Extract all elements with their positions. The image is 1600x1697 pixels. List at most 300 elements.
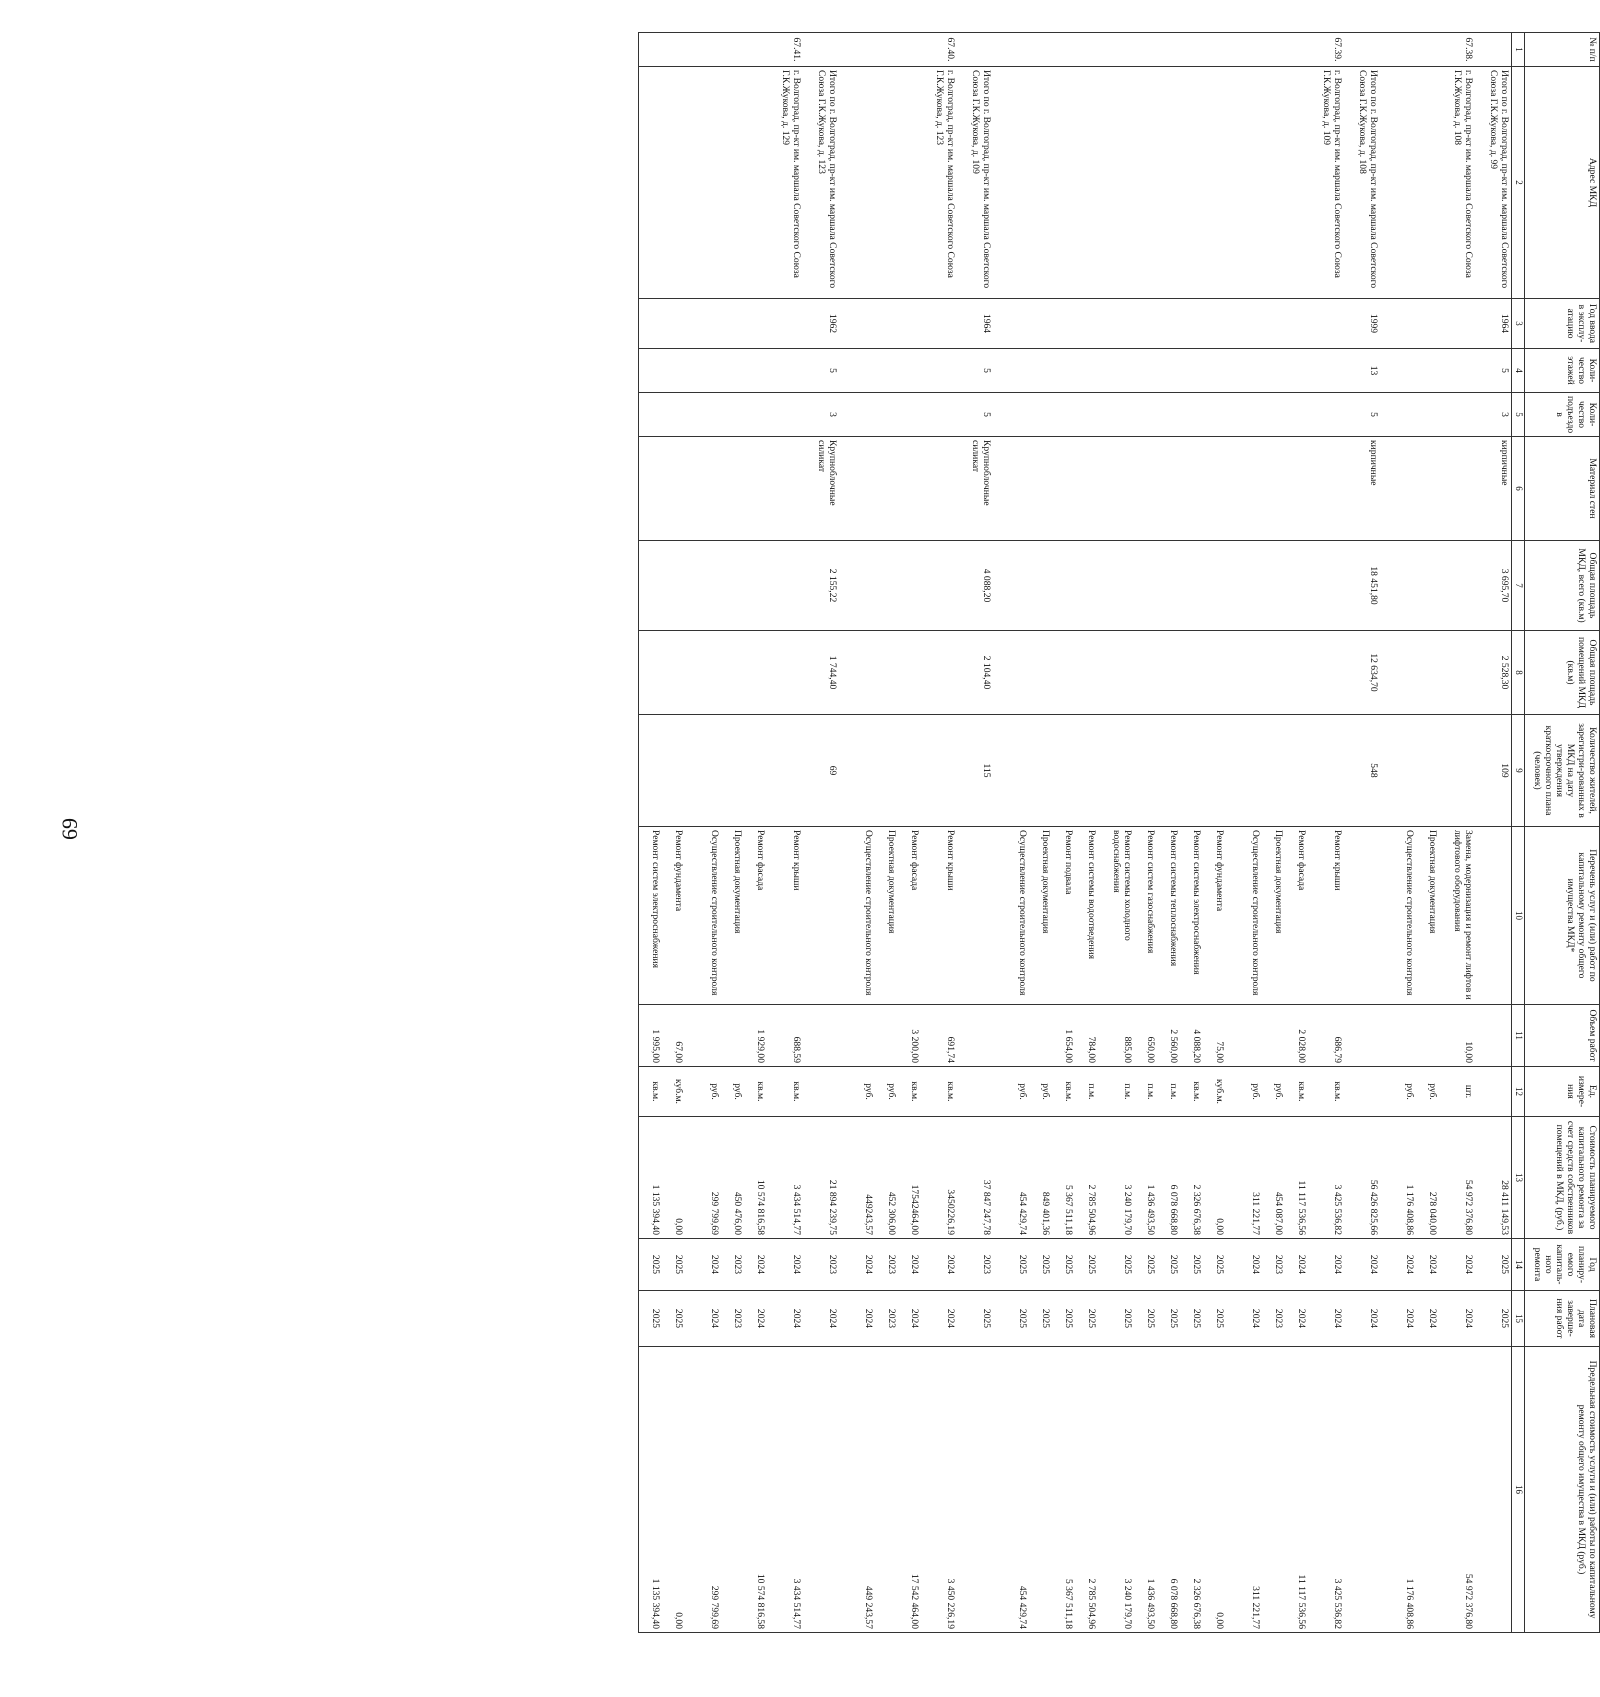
table-cell-col-11 [1380,1005,1416,1067]
table-body [639,33,1512,1633]
table-cell-col-1 [839,33,875,67]
table-cell-col-15: 2025 [1180,1291,1203,1347]
table-cell-col-8: 2 104,40 [957,631,993,715]
table-cell-col-3 [639,299,663,349]
table-cell-col-16: 0,00 [662,1347,685,1633]
table-row [1029,33,1052,1633]
table-cell-col-2 [639,67,663,299]
table-cell-col-12: кв.м. [767,1067,803,1117]
table-cell-col-4: 5 [957,349,993,393]
table-cell-col-7 [1285,541,1308,631]
table-cell-col-8 [1439,631,1475,715]
table-cell-col-15: 2025 [662,1291,685,1347]
table-cell-col-4 [1180,349,1203,393]
table-cell-col-7 [898,541,921,631]
table-cell-col-7 [875,541,898,631]
table-cell-col-4 [898,349,921,393]
table-cell-col-11: 3 200,00 [898,1005,921,1067]
table-cell-col-13: 299 799,69 [685,1117,721,1239]
table-cell-col-13: 11 117 536,56 [1285,1117,1308,1239]
table-cell-col-11 [1416,1005,1439,1067]
table-cell-col-11 [839,1005,875,1067]
table-row [1308,33,1344,1633]
table-cell-col-5 [1203,393,1226,437]
table-cell-col-1 [662,33,685,67]
column-header-11: Объем работ [1525,1005,1600,1067]
table-cell-col-7 [685,541,721,631]
table-cell-col-4 [639,349,663,393]
table-cell-col-6 [921,437,957,541]
table-cell-col-5 [1098,393,1134,437]
table-cell-col-6 [639,437,663,541]
table-cell-col-10: Ремонт фасада [1285,827,1308,1005]
table-cell-col-1: 67.41. [767,33,803,67]
table-cell-col-12: руб. [721,1067,744,1117]
table-cell-col-2 [662,67,685,299]
table-cell-col-12: куб.м. [1203,1067,1226,1117]
column-number-11: 11 [1512,1005,1525,1067]
table-row [957,33,993,1633]
table-cell-col-4 [875,349,898,393]
table-cell-col-11 [721,1005,744,1067]
table-cell-col-9 [1075,715,1098,827]
table-cell-col-10: Ремонт фасада [898,827,921,1005]
table-row [803,33,839,1633]
table-cell-col-12: куб.м. [662,1067,685,1117]
table-cell-col-9 [993,715,1029,827]
table-cell-col-6 [993,437,1029,541]
table-cell-col-14: 2024 [1416,1239,1439,1291]
table-cell-col-11 [1262,1005,1285,1067]
column-header-9: Количество жителей, зарегистри-рованных в МКД на дату утверждения краткосрочного плана (человек) [1525,715,1600,827]
table-cell-col-16: 11 117 536,56 [1285,1347,1308,1633]
table-cell-col-16 [957,1347,993,1633]
table-cell-col-11 [803,1005,839,1067]
table-cell-col-4 [662,349,685,393]
table-cell-col-13: 1 436 493,50 [1134,1117,1157,1239]
table-cell-col-4 [1308,349,1344,393]
table-cell-col-5 [1226,393,1262,437]
table-cell-col-14: 2024 [839,1239,875,1291]
table-cell-col-10 [1475,827,1512,1005]
table-cell-col-3: 1962 [803,299,839,349]
table-cell-col-14: 2024 [921,1239,957,1291]
table-cell-col-16: 5 367 511,18 [1052,1347,1075,1633]
table-cell-col-13: 1 176 408,86 [1380,1117,1416,1239]
table-cell-col-8 [1262,631,1285,715]
table-cell-col-5 [875,393,898,437]
table-cell-col-6: кирпичные [1475,437,1512,541]
table-cell-col-14: 2025 [1029,1239,1052,1291]
table-cell-col-14: 2025 [1134,1239,1157,1291]
table-cell-col-11: 75,00 [1203,1005,1226,1067]
table-cell-col-9: 109 [1475,715,1512,827]
table-cell-col-14: 2025 [1180,1239,1203,1291]
table-cell-col-16: 2 785 504,96 [1075,1347,1098,1633]
column-header-1: № п/п [1525,33,1600,67]
column-number-4: 4 [1512,349,1525,393]
table-cell-col-11 [957,1005,993,1067]
table-cell-col-16 [721,1347,744,1633]
table-cell-col-7 [767,541,803,631]
table-cell-col-1 [1029,33,1052,67]
table-cell-col-15: 2024 [1308,1291,1344,1347]
table-cell-col-13: 5 367 511,18 [1052,1117,1075,1239]
table-cell-col-4 [1029,349,1052,393]
table-row [767,33,803,1633]
table-cell-col-8 [921,631,957,715]
table-cell-col-9 [1380,715,1416,827]
table-cell-col-7 [721,541,744,631]
table-cell-col-16 [1475,1347,1512,1633]
table-cell-col-8 [1380,631,1416,715]
table-cell-col-10: Ремонт фундамента [1203,827,1226,1005]
table-cell-col-13: 0,00 [662,1117,685,1239]
table-cell-col-8 [1029,631,1052,715]
table-cell-col-11: 686,79 [1308,1005,1344,1067]
table-row [744,33,767,1633]
table-cell-col-8 [721,631,744,715]
table-cell-col-3 [839,299,875,349]
table-cell-col-14: 2024 [1344,1239,1380,1291]
table-cell-col-16: 17 542 464,00 [898,1347,921,1633]
table-cell-col-2 [1416,67,1439,299]
table-cell-col-5: 3 [803,393,839,437]
table-cell-col-2 [1226,67,1262,299]
table-cell-col-15: 2024 [898,1291,921,1347]
table-cell-col-14: 2024 [1439,1239,1475,1291]
table-cell-col-7 [921,541,957,631]
table-cell-col-15: 2025 [1075,1291,1098,1347]
table-cell-col-15: 2023 [875,1291,898,1347]
table-cell-col-16: 54 972 376,80 [1439,1347,1475,1633]
table-cell-col-14: 2024 [685,1239,721,1291]
table-cell-col-15: 2025 [1052,1291,1075,1347]
table-cell-col-3 [721,299,744,349]
table-cell-col-10 [957,827,993,1005]
table-cell-col-8 [1180,631,1203,715]
table-row [1226,33,1262,1633]
table-cell-col-7 [1262,541,1285,631]
table-cell-col-5 [921,393,957,437]
table-cell-col-13: 3 425 536,82 [1308,1117,1344,1239]
column-header-14: Год планиру-емого капиталь-ного ремонта [1525,1239,1600,1291]
table-cell-col-2: г. Волгоград, пр-кт им. маршала Советского Союза Г.К.Жукова, д. 123 [921,67,957,299]
table-cell-col-9 [721,715,744,827]
table-cell-col-7 [1157,541,1180,631]
column-number-12: 12 [1512,1067,1525,1117]
table-cell-col-7 [662,541,685,631]
table-cell-col-1 [639,33,663,67]
table-cell-col-6 [1029,437,1052,541]
table-cell-col-4 [744,349,767,393]
table-cell-col-1 [1380,33,1416,67]
table-cell-col-4 [1226,349,1262,393]
table-cell-col-14: 2025 [1052,1239,1075,1291]
table-cell-col-13: 21 894 239,75 [803,1117,839,1239]
table-cell-col-10: Ремонт подвала [1052,827,1075,1005]
table-cell-col-9 [1029,715,1052,827]
column-number-15: 15 [1512,1291,1525,1347]
table-cell-col-10: Ремонт систем электроснабжения [639,827,663,1005]
table-cell-col-4 [1157,349,1180,393]
table-cell-col-15: 2024 [1226,1291,1262,1347]
table-cell-col-16 [1344,1347,1380,1633]
table-cell-col-3 [875,299,898,349]
table-cell-col-1 [803,33,839,67]
table-cell-col-6 [898,437,921,541]
table-cell-col-6: кирпичные [1344,437,1380,541]
column-number-3: 3 [1512,299,1525,349]
table-row [1052,33,1075,1633]
table-cell-col-1 [1075,33,1098,67]
table-cell-col-13: 17542464,00 [898,1117,921,1239]
table-cell-col-16: 6 078 668,80 [1157,1347,1180,1633]
table-cell-col-4 [685,349,721,393]
table-cell-col-13: 3 434 514,77 [767,1117,803,1239]
table-cell-col-7 [1029,541,1052,631]
table-cell-col-7: 2 155,22 [803,541,839,631]
table-cell-col-9 [1052,715,1075,827]
table-cell-col-2 [875,67,898,299]
table-cell-col-15: 2023 [1262,1291,1285,1347]
table-cell-col-12: руб. [993,1067,1029,1117]
table-cell-col-5 [1308,393,1344,437]
table-cell-col-14: 2024 [898,1239,921,1291]
table-cell-col-15: 2025 [1157,1291,1180,1347]
table-cell-col-11: 2 028,00 [1285,1005,1308,1067]
table-cell-col-14: 2024 [1285,1239,1308,1291]
table-cell-col-5 [839,393,875,437]
table-cell-col-15: 2025 [1203,1291,1226,1347]
table-cell-col-12: п.м. [1134,1067,1157,1117]
table-cell-col-2: Итого по г. Волгоград, пр-кт им. маршала Советского Союза Г.К.Жукова, д. 108 [1344,67,1380,299]
table-cell-col-11: 688,59 [767,1005,803,1067]
header-row [1525,33,1600,1633]
table-cell-col-10: Осуществление строительного контроля [839,827,875,1005]
table-cell-col-11 [993,1005,1029,1067]
table-row [1098,33,1134,1633]
table-row [1380,33,1416,1633]
table-cell-col-16: 1 436 493,50 [1134,1347,1157,1633]
table-cell-col-10: Замена, модернизация и ремонт лифтов и лифтового оборудования [1439,827,1475,1005]
table-cell-col-4 [921,349,957,393]
table-row [898,33,921,1633]
table-cell-col-12: руб. [1029,1067,1052,1117]
table-cell-col-8 [1075,631,1098,715]
table-cell-col-11: 67,00 [662,1005,685,1067]
table-cell-col-16 [875,1347,898,1633]
table-cell-col-2: Итого по г. Волгоград, пр-кт им. маршала Советского Союза Г.К.Жукова, д. 99 [1475,67,1512,299]
table-cell-col-14: 2025 [1075,1239,1098,1291]
table-cell-col-15: 2024 [767,1291,803,1347]
table-cell-col-14: 2025 [993,1239,1029,1291]
table-cell-col-7 [1380,541,1416,631]
table-cell-col-15: 2024 [1344,1291,1380,1347]
table-cell-col-16: 449 243,57 [839,1347,875,1633]
table-cell-col-10: Ремонт системы теплоснабжения [1157,827,1180,1005]
table-cell-col-3 [767,299,803,349]
table-cell-col-15: 2025 [1475,1291,1512,1347]
table-cell-col-3 [898,299,921,349]
table-cell-col-3: 1999 [1344,299,1380,349]
table-cell-col-6 [767,437,803,541]
table-cell-col-9 [1285,715,1308,827]
table-cell-col-3 [1180,299,1203,349]
table-cell-col-1 [1262,33,1285,67]
table-cell-col-11 [1029,1005,1052,1067]
column-number-16: 16 [1512,1347,1525,1633]
table-cell-col-11: 4 088,20 [1180,1005,1203,1067]
table-cell-col-5 [662,393,685,437]
table-cell-col-11: 1 929,00 [744,1005,767,1067]
column-header-5: Коли-чество подъездо в [1525,393,1600,437]
table-cell-col-13: 10 574 816,58 [744,1117,767,1239]
table-cell-col-9: 115 [957,715,993,827]
table-cell-col-7: 3 695,70 [1475,541,1512,631]
table-cell-col-13: 454 429,74 [993,1117,1029,1239]
table-cell-col-3 [1308,299,1344,349]
table-cell-col-12: кв.м. [1285,1067,1308,1117]
table-cell-col-11: 1 995,00 [639,1005,663,1067]
table-cell-col-3 [1134,299,1157,349]
table-cell-col-4 [1075,349,1098,393]
table-cell-col-10: Осуществление строительного контроля [1226,827,1262,1005]
table-cell-col-1 [1098,33,1134,67]
table-cell-col-7 [839,541,875,631]
table-cell-col-1 [744,33,767,67]
table-cell-col-14: 2023 [957,1239,993,1291]
table-cell-col-15: 2024 [1439,1291,1475,1347]
table-row [1134,33,1157,1633]
table-cell-col-8 [1203,631,1226,715]
table-cell-col-15: 2025 [957,1291,993,1347]
table-cell-col-3 [1226,299,1262,349]
table-row [875,33,898,1633]
table-cell-col-8 [767,631,803,715]
table-cell-col-4 [721,349,744,393]
table-cell-col-8 [898,631,921,715]
table-cell-col-5 [1285,393,1308,437]
table-cell-col-7: 18 451,80 [1344,541,1380,631]
table-cell-col-7 [1416,541,1439,631]
column-number-1: 1 [1512,33,1525,67]
table-cell-col-11: 885,00 [1098,1005,1134,1067]
table-cell-col-3 [1029,299,1052,349]
column-header-8: Общая площадь помещений МКД (кв.м) [1525,631,1600,715]
table-cell-col-16: 0,00 [1203,1347,1226,1633]
table-cell-col-10: Осуществление строительного контроля [993,827,1029,1005]
table-cell-col-11: 784,00 [1075,1005,1098,1067]
table-cell-col-13: 849 401,36 [1029,1117,1052,1239]
table-cell-col-13: 0,00 [1203,1117,1226,1239]
table-cell-col-9 [1262,715,1285,827]
table-cell-col-9 [767,715,803,827]
table-cell-col-8: 2 528,30 [1475,631,1512,715]
table-cell-col-6 [1203,437,1226,541]
table-cell-col-2 [685,67,721,299]
column-header-16: Предельная стоимость услуги и (или) работы по капитальному ремонту общего имущества в МКД (руб.) [1525,1347,1600,1633]
table-cell-col-7 [1134,541,1157,631]
table-cell-col-10: Проектная документация [1416,827,1439,1005]
table-cell-col-11 [1344,1005,1380,1067]
table-cell-col-9: 69 [803,715,839,827]
table-row [1157,33,1180,1633]
table-cell-col-16: 10 574 816,58 [744,1347,767,1633]
table-row [1439,33,1475,1633]
table-cell-col-3 [1416,299,1439,349]
table-cell-col-5 [1029,393,1052,437]
column-number-row [1512,33,1525,1633]
column-header-12: Ед. измере-ния [1525,1067,1600,1117]
table-cell-col-6 [744,437,767,541]
table-cell-col-5 [1134,393,1157,437]
table-cell-col-5 [1416,393,1439,437]
column-number-6: 6 [1512,437,1525,541]
table-cell-col-5 [1052,393,1075,437]
table-cell-col-11 [875,1005,898,1067]
table-cell-col-3 [1439,299,1475,349]
table-cell-col-13: 54 972 376,80 [1439,1117,1475,1239]
table-cell-col-14: 2025 [1098,1239,1134,1291]
table-row [1416,33,1439,1633]
table-cell-col-1 [898,33,921,67]
table-cell-col-13: 1 135 394,40 [639,1117,663,1239]
table-cell-col-7 [1226,541,1262,631]
table-cell-col-10: Проектная документация [875,827,898,1005]
table-cell-col-6 [875,437,898,541]
table-cell-col-8 [685,631,721,715]
table-cell-col-13: 311 221,77 [1226,1117,1262,1239]
table-cell-col-6 [1180,437,1203,541]
table-cell-col-8 [1134,631,1157,715]
table-cell-col-9 [662,715,685,827]
table-cell-col-10: Ремонт системы электроснабжения [1180,827,1203,1005]
table-cell-col-4: 5 [1475,349,1512,393]
capital-repair-plan-table [638,32,1600,1633]
table-cell-col-9 [744,715,767,827]
table-cell-col-12: кв.м. [1308,1067,1344,1117]
table-cell-col-3: 1964 [1475,299,1512,349]
table-cell-col-12: п.м. [1098,1067,1134,1117]
table-cell-col-7 [1439,541,1475,631]
table-cell-col-12: руб. [685,1067,721,1117]
table-cell-col-11: 691,74 [921,1005,957,1067]
table-cell-col-8 [1416,631,1439,715]
table-cell-col-16: 311 221,77 [1226,1347,1262,1633]
table-cell-col-3 [1098,299,1134,349]
table-row [1475,33,1512,1633]
table-cell-col-13: 6 078 668,80 [1157,1117,1180,1239]
table-cell-col-13: 449243,57 [839,1117,875,1239]
column-number-9: 9 [1512,715,1525,827]
table-cell-col-2 [993,67,1029,299]
table-cell-col-8 [1226,631,1262,715]
table-cell-col-7 [1308,541,1344,631]
table-cell-col-11: 2 560,00 [1157,1005,1180,1067]
table-cell-col-8 [1098,631,1134,715]
table-cell-col-6 [1052,437,1075,541]
table-cell-col-6 [721,437,744,541]
table-cell-col-10: Ремонт крыши [767,827,803,1005]
table-cell-col-12: кв.м. [898,1067,921,1117]
table-cell-col-9 [1203,715,1226,827]
table-row [639,33,663,1633]
table-cell-col-9 [685,715,721,827]
table-cell-col-9 [1134,715,1157,827]
table-cell-col-13: 2 785 504,96 [1075,1117,1098,1239]
page-number: 69 [57,818,82,840]
